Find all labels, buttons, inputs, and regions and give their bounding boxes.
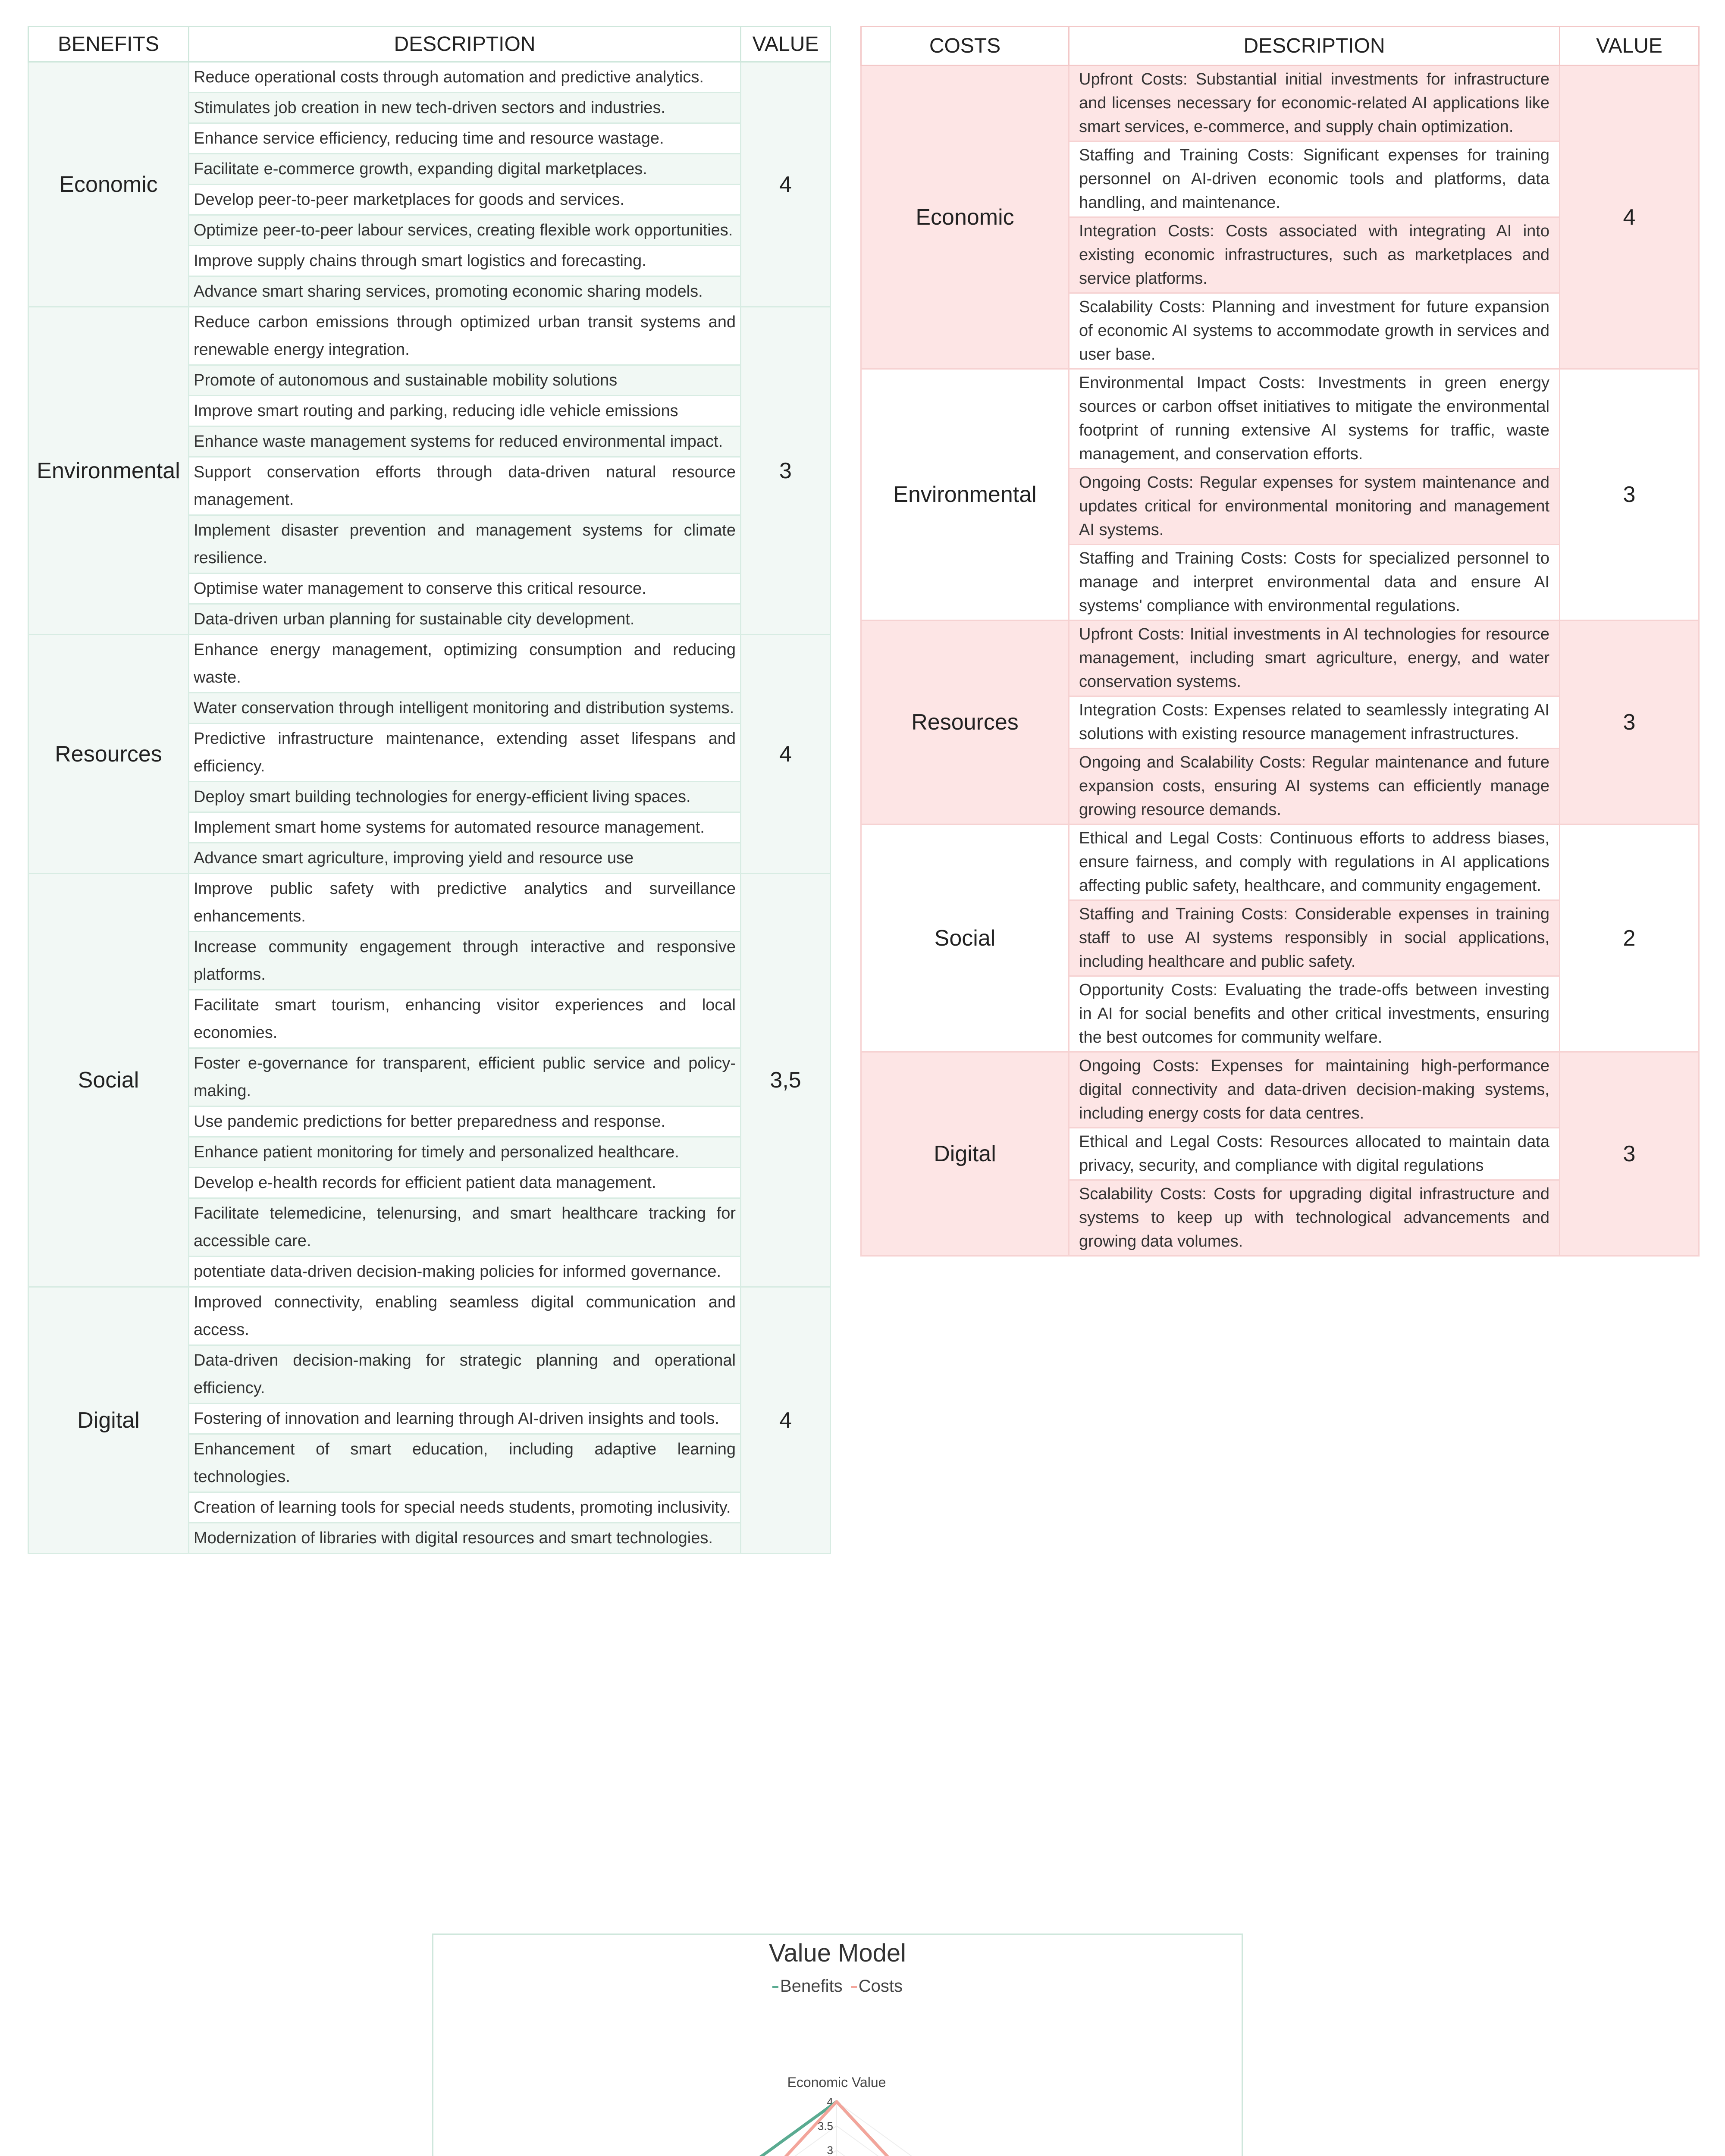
benefit-description: Reduce operational costs through automation and predictive analytics. (189, 62, 741, 93)
benefit-description: Improve public safety with predictive analytics and surveillance enhancements. (189, 874, 741, 932)
tick-label: 3.5 (817, 2119, 833, 2133)
tick-label: 3 (827, 2143, 833, 2156)
tick-label: 4 (827, 2095, 833, 2108)
cost-description: Integration Costs: Costs associated with integrating AI into existing economic infrastructures, such as marketplaces and service platforms. (1069, 217, 1560, 293)
costs-header-description: DESCRIPTION (1069, 27, 1560, 66)
cost-value: 3 (1560, 1052, 1699, 1256)
benefit-description: Advance smart agriculture, improving yield and resource use (189, 843, 741, 874)
cost-description: Staffing and Training Costs: Considerable expenses in training staff to use AI systems responsibly in social applications, including healthcare and public safety. (1069, 900, 1560, 976)
costs-header-row (861, 27, 1699, 66)
table-row (861, 824, 1699, 900)
table-row (861, 1052, 1699, 1128)
benefit-description: Implement smart home systems for automated resource management. (189, 812, 741, 843)
table-row (28, 635, 831, 693)
benefit-description: Water conservation through intelligent monitoring and distribution systems. (189, 693, 741, 724)
benefit-description: Enhance energy management, optimizing consumption and reducing waste. (189, 635, 741, 693)
benefit-value: 4 (741, 62, 831, 307)
benefit-description: Stimulates job creation in new tech-driven sectors and industries. (189, 93, 741, 123)
benefits-header-description: DESCRIPTION (189, 27, 741, 62)
benefit-description: Support conservation efforts through data-driven natural resource management. (189, 457, 741, 515)
cost-description: Scalability Costs: Costs for upgrading digital infrastructure and systems to keep up with technological advancements and growing data volumes. (1069, 1180, 1560, 1256)
benefit-description: Advance smart sharing services, promoting economic sharing models. (189, 276, 741, 307)
benefit-description: Develop e-health records for efficient patient data management. (189, 1168, 741, 1198)
benefit-description: Facilitate e-commerce growth, expanding digital marketplaces. (189, 154, 741, 185)
cost-category: Economic (861, 66, 1069, 369)
cost-description: Environmental Impact Costs: Investments in green energy sources or carbon offset initiatives to mitigate the environmental footprint of running extensive AI systems for traffic, waste management, and conservation efforts. (1069, 369, 1560, 469)
benefit-category: Social (28, 874, 189, 1287)
benefit-description: Enhance patient monitoring for timely and personalized healthcare. (189, 1137, 741, 1168)
benefit-description: Deploy smart building technologies for energy-efficient living spaces. (189, 782, 741, 812)
cost-value: 3 (1560, 620, 1699, 824)
cost-category: Social (861, 824, 1069, 1052)
benefit-description: Increase community engagement through interactive and responsive platforms. (189, 932, 741, 990)
cost-value: 3 (1560, 369, 1699, 620)
table-row (861, 369, 1699, 469)
table-row (861, 66, 1699, 141)
benefit-description: Use pandemic predictions for better preparedness and response. (189, 1106, 741, 1137)
table-row (28, 874, 831, 932)
benefit-description: Develop peer-to-peer marketplaces for goods and services. (189, 185, 741, 215)
cost-description: Ethical and Legal Costs: Continuous efforts to address biases, ensure fairness, and comply with regulations in AI applications affecting public safety, healthcare, and community engagement. (1069, 824, 1560, 900)
legend-costs-label: Costs (858, 1977, 903, 1996)
benefits-table (28, 26, 831, 1554)
cost-category: Digital (861, 1052, 1069, 1256)
cost-description: Ongoing Costs: Regular expenses for system maintenance and updates critical for environmental monitoring and management AI systems. (1069, 469, 1560, 545)
benefit-description: Improved connectivity, enabling seamless digital communication and access. (189, 1287, 741, 1345)
cost-category: Resources (861, 620, 1069, 824)
table-row (28, 1287, 831, 1345)
series-benefits-line (652, 2102, 975, 2156)
benefits-header-value: VALUE (741, 27, 831, 62)
benefit-description: potentiate data-driven decision-making policies for informed governance. (189, 1257, 741, 1287)
benefit-category: Economic (28, 62, 189, 307)
benefits-header-row (28, 27, 831, 62)
benefit-category: Digital (28, 1287, 189, 1554)
cost-description: Upfront Costs: Initial investments in AI technologies for resource management, including smart agriculture, energy, and water conservation systems. (1069, 620, 1560, 696)
cost-description: Scalability Costs: Planning and investment for future expansion of economic AI systems to accommodate growth in services and user base. (1069, 293, 1560, 369)
benefit-description: Optimise water management to conserve this critical resource. (189, 573, 741, 604)
benefit-description: Facilitate smart tourism, enhancing visitor experiences and local economies. (189, 990, 741, 1048)
table-row (28, 307, 831, 365)
benefit-description: Data-driven urban planning for sustainable city development. (189, 604, 741, 635)
cost-description: Staffing and Training Costs: Costs for specialized personnel to manage and interpret environmental data and ensure AI systems' compliance with environmental regulations. (1069, 545, 1560, 620)
chart-title: Value Model (768, 1939, 906, 1967)
benefit-value: 3,5 (741, 874, 831, 1287)
costs-header-value: VALUE (1560, 27, 1699, 66)
benefit-description: Improve supply chains through smart logistics and forecasting. (189, 246, 741, 276)
benefit-description: Data-driven decision-making for strategic planning and operational efficiency. (189, 1345, 741, 1404)
benefit-description: Implement disaster prevention and management systems for climate resilience. (189, 515, 741, 573)
benefit-description: Facilitate telemedicine, telenursing, and smart healthcare tracking for accessible care. (189, 1198, 741, 1257)
benefit-description: Optimize peer-to-peer labour services, creating flexible work opportunities. (189, 215, 741, 246)
benefits-body (28, 62, 831, 1554)
benefits-header-category: BENEFITS (28, 27, 189, 62)
benefit-description: Improve smart routing and parking, reducing idle vehicle emissions (189, 396, 741, 426)
benefit-description: Creation of learning tools for special needs students, promoting inclusivity. (189, 1492, 741, 1523)
table-row (28, 62, 831, 93)
cost-value: 4 (1560, 66, 1699, 369)
benefit-description: Enhance service efficiency, reducing time and resource wastage. (189, 123, 741, 154)
benefit-description: Reduce carbon emissions through optimized urban transit systems and renewable energy integration. (189, 307, 741, 365)
benefit-description: Enhancement of smart education, including adaptive learning technologies. (189, 1434, 741, 1492)
cost-description: Integration Costs: Expenses related to seamlessly integrating AI solutions with existing resource management infrastructures. (1069, 696, 1560, 749)
legend-benefits-label: Benefits (780, 1977, 843, 1996)
axis-label: Economic Value (787, 2075, 886, 2090)
cost-description: Staffing and Training Costs: Significant expenses for training personnel on AI-driven economic tools and platforms, data handling, and maintenance. (1069, 141, 1560, 217)
benefit-category: Resources (28, 635, 189, 874)
cost-description: Ongoing Costs: Expenses for maintaining high-performance digital connectivity and data-driven decision-making systems, including energy costs for data centres. (1069, 1052, 1560, 1128)
benefit-description: Fostering of innovation and learning through AI-driven insights and tools. (189, 1404, 741, 1434)
cost-value: 2 (1560, 824, 1699, 1052)
costs-table (860, 26, 1700, 1257)
benefit-description: Modernization of libraries with digital resources and smart technologies. (189, 1523, 741, 1554)
benefit-description: Enhance waste management systems for reduced environmental impact. (189, 426, 741, 457)
costs-body (861, 66, 1699, 1256)
benefit-category: Environmental (28, 307, 189, 635)
table-row (861, 620, 1699, 696)
radar-chart (432, 1934, 1243, 2156)
cost-description: Ongoing and Scalability Costs: Regular maintenance and future expansion costs, ensuring AI systems can efficiently manage growing resource demands. (1069, 749, 1560, 824)
benefit-value: 4 (741, 1287, 831, 1554)
cost-description: Opportunity Costs: Evaluating the trade-offs between investing in AI for social benefits and other critical investments, ensuring the best outcomes for community welfare. (1069, 976, 1560, 1052)
costs-header-category: COSTS (861, 27, 1069, 66)
benefit-description: Foster e-governance for transparent, efficient public service and policy-making. (189, 1048, 741, 1106)
cost-description: Ethical and Legal Costs: Resources allocated to maintain data privacy, security, and compliance with digital regulations (1069, 1128, 1560, 1180)
cost-category: Environmental (861, 369, 1069, 620)
benefit-description: Promote of autonomous and sustainable mobility solutions (189, 365, 741, 396)
benefit-value: 4 (741, 635, 831, 874)
cost-description: Upfront Costs: Substantial initial investments for infrastructure and licenses necessary for economic-related AI applications like smart services, e-commerce, and supply chain optimization. (1069, 66, 1560, 141)
benefit-description: Predictive infrastructure maintenance, extending asset lifespans and efficiency. (189, 724, 741, 782)
benefit-value: 3 (741, 307, 831, 635)
